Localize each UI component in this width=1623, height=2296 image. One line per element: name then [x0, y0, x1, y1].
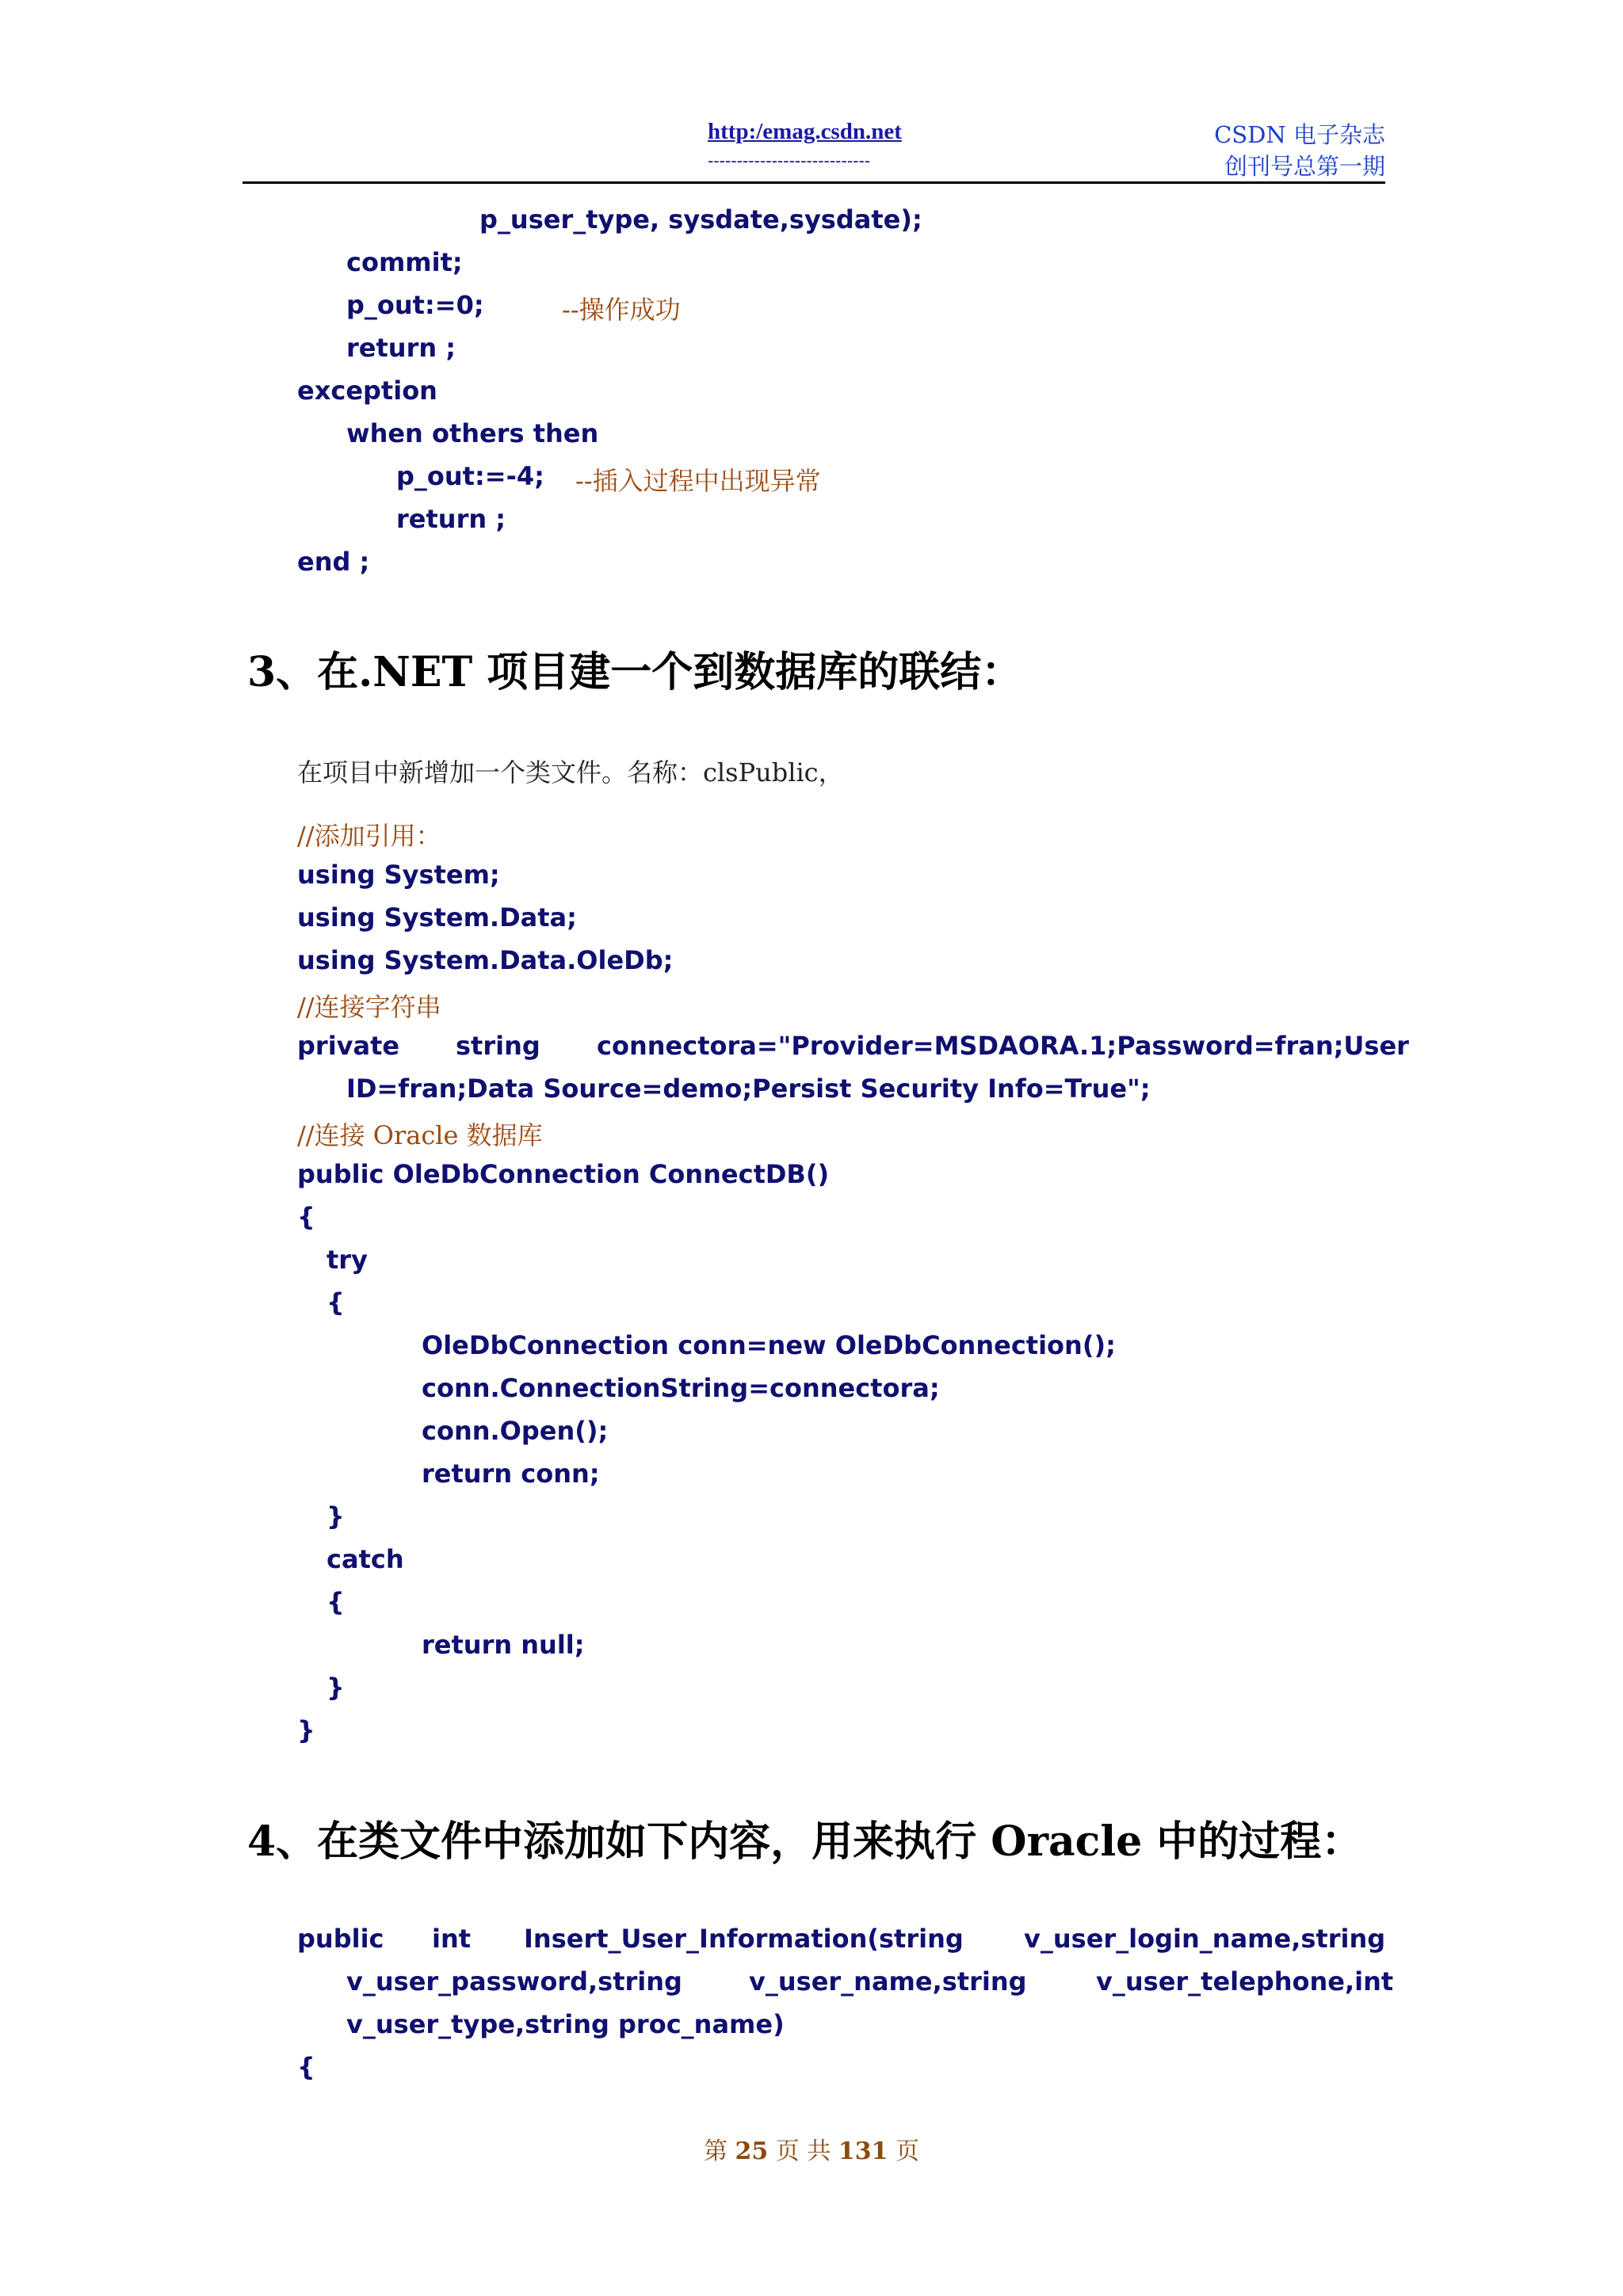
footer-page-number: 25: [735, 2138, 769, 2165]
code-line: {: [327, 1587, 345, 1617]
code-line: }: [297, 1715, 315, 1745]
code-line: [297, 1031, 1409, 1061]
code-comment: //连接字符串: [297, 992, 441, 1022]
header-rule: [242, 181, 1385, 184]
code-comment: --操作成功: [562, 295, 681, 325]
section-heading: 4、在类文件中添加如下内容，用来执行 Oracle 中的过程：: [247, 1817, 1363, 1866]
code-line: return ;: [346, 333, 456, 363]
header-site-link[interactable]: http:/emag.csdn.net: [708, 119, 902, 144]
footer-prefix: 第: [703, 2138, 727, 2165]
footer-total-pages: 131: [838, 2138, 888, 2165]
code-line: {: [297, 1202, 315, 1232]
code-token: v_user_name,string: [749, 1966, 1027, 1997]
section-intro: 在项目中新增加一个类文件。名称：clsPublic，: [297, 757, 844, 788]
code-line: p_out:=0;: [346, 290, 484, 320]
code-comment: --插入过程中出现异常: [575, 466, 821, 496]
code-line: return null;: [422, 1630, 585, 1660]
code-line: p_user_type, sysdate,sysdate);: [479, 204, 922, 235]
code-line: exception: [297, 376, 437, 406]
code-comment: //连接 Oracle 数据库: [297, 1120, 543, 1150]
code-line: end ;: [297, 547, 370, 577]
code-line: [346, 1966, 1394, 1997]
code-token: connectora="Provider=MSDAORA.1;Password=fran;User: [597, 1031, 1409, 1061]
code-line: using System.Data.OleDb;: [297, 945, 674, 975]
code-line: public OleDbConnection ConnectDB(): [297, 1159, 830, 1189]
code-line: p_out:=-4;: [396, 461, 544, 491]
code-line: return ;: [396, 504, 506, 534]
code-line: [297, 1924, 1385, 1954]
code-line: OleDbConnection conn=new OleDbConnection();: [422, 1330, 1116, 1360]
code-line: when others then: [346, 418, 599, 448]
code-line: {: [297, 2052, 315, 2082]
header-magazine-name: CSDN 电子杂志: [1214, 121, 1385, 148]
code-line: using System.Data;: [297, 902, 577, 933]
page-footer: [0, 2131, 1623, 2166]
header-issue: 创刊号总第一期: [1224, 153, 1385, 180]
section-heading: 3、在.NET 项目建一个到数据库的联结：: [247, 648, 1023, 696]
footer-middle: 页 共: [775, 2138, 831, 2165]
code-line: ID=fran;Data Source=demo;Persist Security Info=True";: [346, 1074, 1151, 1104]
code-token: public: [297, 1924, 384, 1954]
code-token: private: [297, 1031, 400, 1061]
code-line: commit;: [346, 247, 463, 277]
code-line: return conn;: [422, 1459, 600, 1489]
code-line: catch: [327, 1544, 404, 1574]
code-token: int: [432, 1924, 472, 1954]
code-comment: //添加引用：: [297, 821, 441, 851]
code-token: Insert_User_Information(string: [524, 1924, 964, 1954]
code-line: {: [327, 1287, 345, 1318]
code-line: try: [327, 1245, 368, 1275]
code-line: }: [327, 1672, 345, 1703]
code-token: v_user_telephone,int: [1096, 1966, 1394, 1997]
code-token: string: [456, 1031, 540, 1061]
code-line: v_user_type,string proc_name): [346, 2009, 785, 2039]
header-dash-line: ----------------------------: [708, 151, 871, 170]
footer-suffix: 页: [896, 2138, 920, 2165]
code-token: v_user_login_name,string: [1024, 1924, 1386, 1954]
code-line: using System;: [297, 860, 500, 890]
code-line: conn.ConnectionString=connectora;: [422, 1373, 940, 1403]
code-line: conn.Open();: [422, 1416, 609, 1446]
code-token: v_user_password,string: [346, 1966, 682, 1997]
code-line: }: [327, 1501, 345, 1531]
